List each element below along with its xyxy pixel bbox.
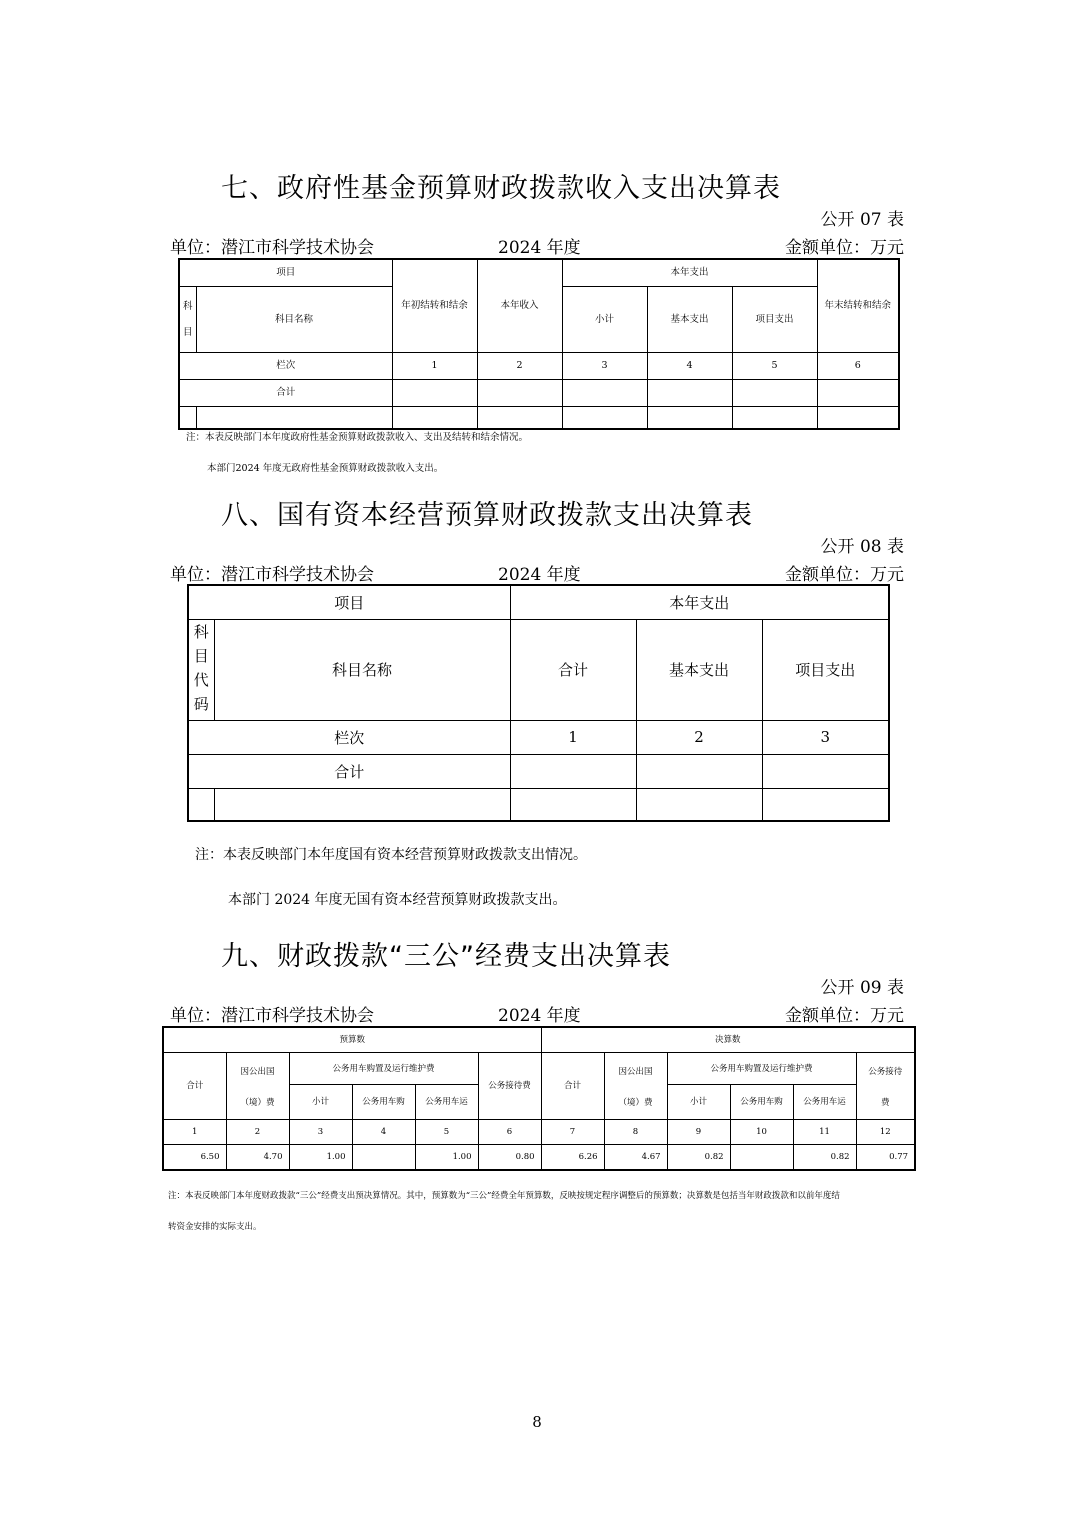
s7-header-code: 科目 — [179, 287, 196, 353]
s7-cell — [392, 380, 477, 407]
s9-header-reception: 公务接待费 — [478, 1053, 541, 1120]
s8-header-item: 项目 — [188, 585, 510, 619]
s9-value: 4.70 — [226, 1145, 289, 1171]
s7-colnum: 5 — [732, 353, 817, 380]
s7-colnum: 4 — [647, 353, 732, 380]
s9-header-abroad — [226, 1053, 289, 1120]
s7-cell — [392, 407, 477, 429]
s9-value — [730, 1145, 793, 1171]
s9-colnum: 12 — [856, 1120, 915, 1145]
s8-cell — [636, 788, 762, 821]
section8-form-no: 公开 08 表 — [820, 537, 904, 557]
s8-cell — [188, 788, 214, 821]
section7-form-no: 公开 07 表 — [820, 210, 904, 230]
s7-cell — [477, 407, 562, 429]
s8-cell — [762, 754, 889, 788]
section8-currency: 金额单位：万元 — [785, 565, 904, 585]
s9-colnum: 3 — [289, 1120, 352, 1145]
s7-header-basic: 基本支出 — [647, 287, 732, 353]
s9-header-abroad-1: 因公出国 — [240, 1067, 275, 1077]
s9-header-total-final: 合计 — [541, 1053, 604, 1120]
s9-value — [352, 1145, 415, 1171]
s8-header-expense: 本年支出 — [510, 585, 889, 619]
section7-note1: 注：本表反映部门本年度政府性基金预算财政拨款收入、支出及结转和结余情况。 — [186, 432, 529, 443]
s9-colnum: 6 — [478, 1120, 541, 1145]
s9-colnum: 7 — [541, 1120, 604, 1145]
s9-header-subtotal-final: 小计 — [667, 1085, 730, 1120]
s9-value: 1.00 — [415, 1145, 478, 1171]
section9-year: 2024 年度 — [498, 1006, 581, 1026]
s8-cell — [636, 754, 762, 788]
s7-cell — [732, 407, 817, 429]
section9-currency: 金额单位：万元 — [785, 1006, 904, 1026]
s8-cell — [214, 788, 510, 821]
section9-table — [162, 1026, 916, 1171]
s7-header-item: 项目 — [179, 259, 392, 287]
s9-value: 6.26 — [541, 1145, 604, 1171]
s8-colnum: 3 — [762, 720, 889, 754]
s7-header-expense: 本年支出 — [562, 259, 817, 287]
s7-colnum: 2 — [477, 353, 562, 380]
s9-value: 0.80 — [478, 1145, 541, 1171]
s7-cell — [817, 380, 899, 407]
s7-cell — [477, 380, 562, 407]
section7-note2: 本部门2024 年度无政府性基金预算财政拨款收入支出。 — [207, 463, 444, 474]
s7-cell — [732, 380, 817, 407]
s7-cell — [647, 380, 732, 407]
s7-colnum: 3 — [562, 353, 647, 380]
s8-header-project: 项目支出 — [762, 619, 889, 720]
s8-header-total: 合计 — [510, 619, 636, 720]
s9-header-operation: 公务用车运 — [415, 1085, 478, 1120]
section9-form-no: 公开 09 表 — [820, 978, 904, 998]
s9-header-purchase: 公务用车购 — [352, 1085, 415, 1120]
s9-header-reception-final-2: 费 — [881, 1098, 890, 1108]
s9-header-abroad-2: （境）费 — [240, 1098, 275, 1108]
s9-value: 0.77 — [856, 1145, 915, 1171]
s8-total-label: 合计 — [188, 754, 510, 788]
s9-header-vehicle-final: 公务用车购置及运行维护费 — [667, 1053, 856, 1085]
s9-header-operation-final: 公务用车运 — [793, 1085, 856, 1120]
section8-year: 2024 年度 — [498, 565, 581, 585]
s7-cell — [817, 407, 899, 429]
s7-cell — [562, 380, 647, 407]
s7-header-income: 本年收入 — [477, 259, 562, 353]
section9-note-line1: 注：本表反映部门本年度财政拨款“三公”经费支出预决算情况。其中，预算数为“三公”经费全年预算数，反映按规定程序调整后的预算数；决算数是包括当年财政拨款和以前年度结 — [168, 1191, 840, 1201]
s9-value: 6.50 — [163, 1145, 226, 1171]
section8-unit: 单位：潜江市科学技术协会 — [170, 565, 374, 585]
s8-header-code — [188, 619, 214, 720]
section7-year: 2024 年度 — [498, 238, 581, 258]
s8-row-index-label: 栏次 — [188, 720, 510, 754]
s9-header-final: 决算数 — [541, 1027, 915, 1053]
s7-colnum: 1 — [392, 353, 477, 380]
s9-colnum: 5 — [415, 1120, 478, 1145]
s7-cell — [179, 407, 196, 429]
s9-header-total: 合计 — [163, 1053, 226, 1120]
section8-note1: 注：本表反映部门本年度国有资本经营预算财政拨款支出情况。 — [195, 847, 587, 863]
s7-total-label: 合计 — [179, 380, 392, 407]
s8-colnum: 2 — [636, 720, 762, 754]
s9-header-vehicle: 公务用车购置及运行维护费 — [289, 1053, 478, 1085]
s7-cell — [562, 407, 647, 429]
s9-colnum: 10 — [730, 1120, 793, 1145]
s8-cell — [510, 788, 636, 821]
s8-cell — [510, 754, 636, 788]
s8-header-code-text: 科目代码 — [193, 622, 209, 713]
section7-unit: 单位：潜江市科学技术协会 — [170, 238, 374, 258]
s8-colnum: 1 — [510, 720, 636, 754]
s9-header-purchase-final: 公务用车购 — [730, 1085, 793, 1120]
s9-value: 1.00 — [289, 1145, 352, 1171]
s9-header-subtotal: 小计 — [289, 1085, 352, 1120]
s7-header-project: 项目支出 — [732, 287, 817, 353]
section9-unit: 单位：潜江市科学技术协会 — [170, 1006, 374, 1026]
section7-table — [178, 258, 900, 430]
page-number: 8 — [532, 1413, 542, 1431]
s7-cell — [196, 407, 392, 429]
s9-value: 0.82 — [667, 1145, 730, 1171]
s9-colnum: 9 — [667, 1120, 730, 1145]
s9-header-budget: 预算数 — [163, 1027, 541, 1053]
s7-cell — [647, 407, 732, 429]
s9-colnum: 1 — [163, 1120, 226, 1145]
s9-colnum: 4 — [352, 1120, 415, 1145]
s8-header-basic: 基本支出 — [636, 619, 762, 720]
s7-colnum: 6 — [817, 353, 899, 380]
s9-value: 0.82 — [793, 1145, 856, 1171]
s8-header-subject: 科目名称 — [214, 619, 510, 720]
section9-title: 九、财政拨款“三公”经费支出决算表 — [221, 941, 671, 972]
s7-header-closing: 年末结转和结余 — [817, 259, 899, 353]
s7-header-subject: 科目名称 — [196, 287, 392, 353]
s9-colnum: 11 — [793, 1120, 856, 1145]
s9-header-abroad-final-2: （境）费 — [618, 1098, 653, 1108]
s9-value: 4.67 — [604, 1145, 667, 1171]
s9-colnum: 2 — [226, 1120, 289, 1145]
s9-colnum: 8 — [604, 1120, 667, 1145]
section8-title: 八、国有资本经营预算财政拨款支出决算表 — [221, 500, 753, 531]
section7-title: 七、政府性基金预算财政拨款收入支出决算表 — [221, 173, 781, 204]
s8-cell — [762, 788, 889, 821]
section8-note2: 本部门 2024 年度无国有资本经营预算财政拨款支出。 — [228, 892, 567, 908]
s9-header-reception-final-1: 公务接待 — [868, 1067, 903, 1077]
s7-header-subtotal: 小计 — [562, 287, 647, 353]
s7-row-index-label: 栏次 — [179, 353, 392, 380]
s9-header-abroad-final-1: 因公出国 — [618, 1067, 653, 1077]
s7-header-opening: 年初结转和结余 — [392, 259, 477, 353]
s9-header-reception-final — [856, 1053, 915, 1120]
section9-note-line2: 转资金安排的实际支出。 — [168, 1222, 262, 1232]
section8-table — [187, 584, 890, 822]
s9-header-abroad-final — [604, 1053, 667, 1120]
section7-currency: 金额单位：万元 — [785, 238, 904, 258]
